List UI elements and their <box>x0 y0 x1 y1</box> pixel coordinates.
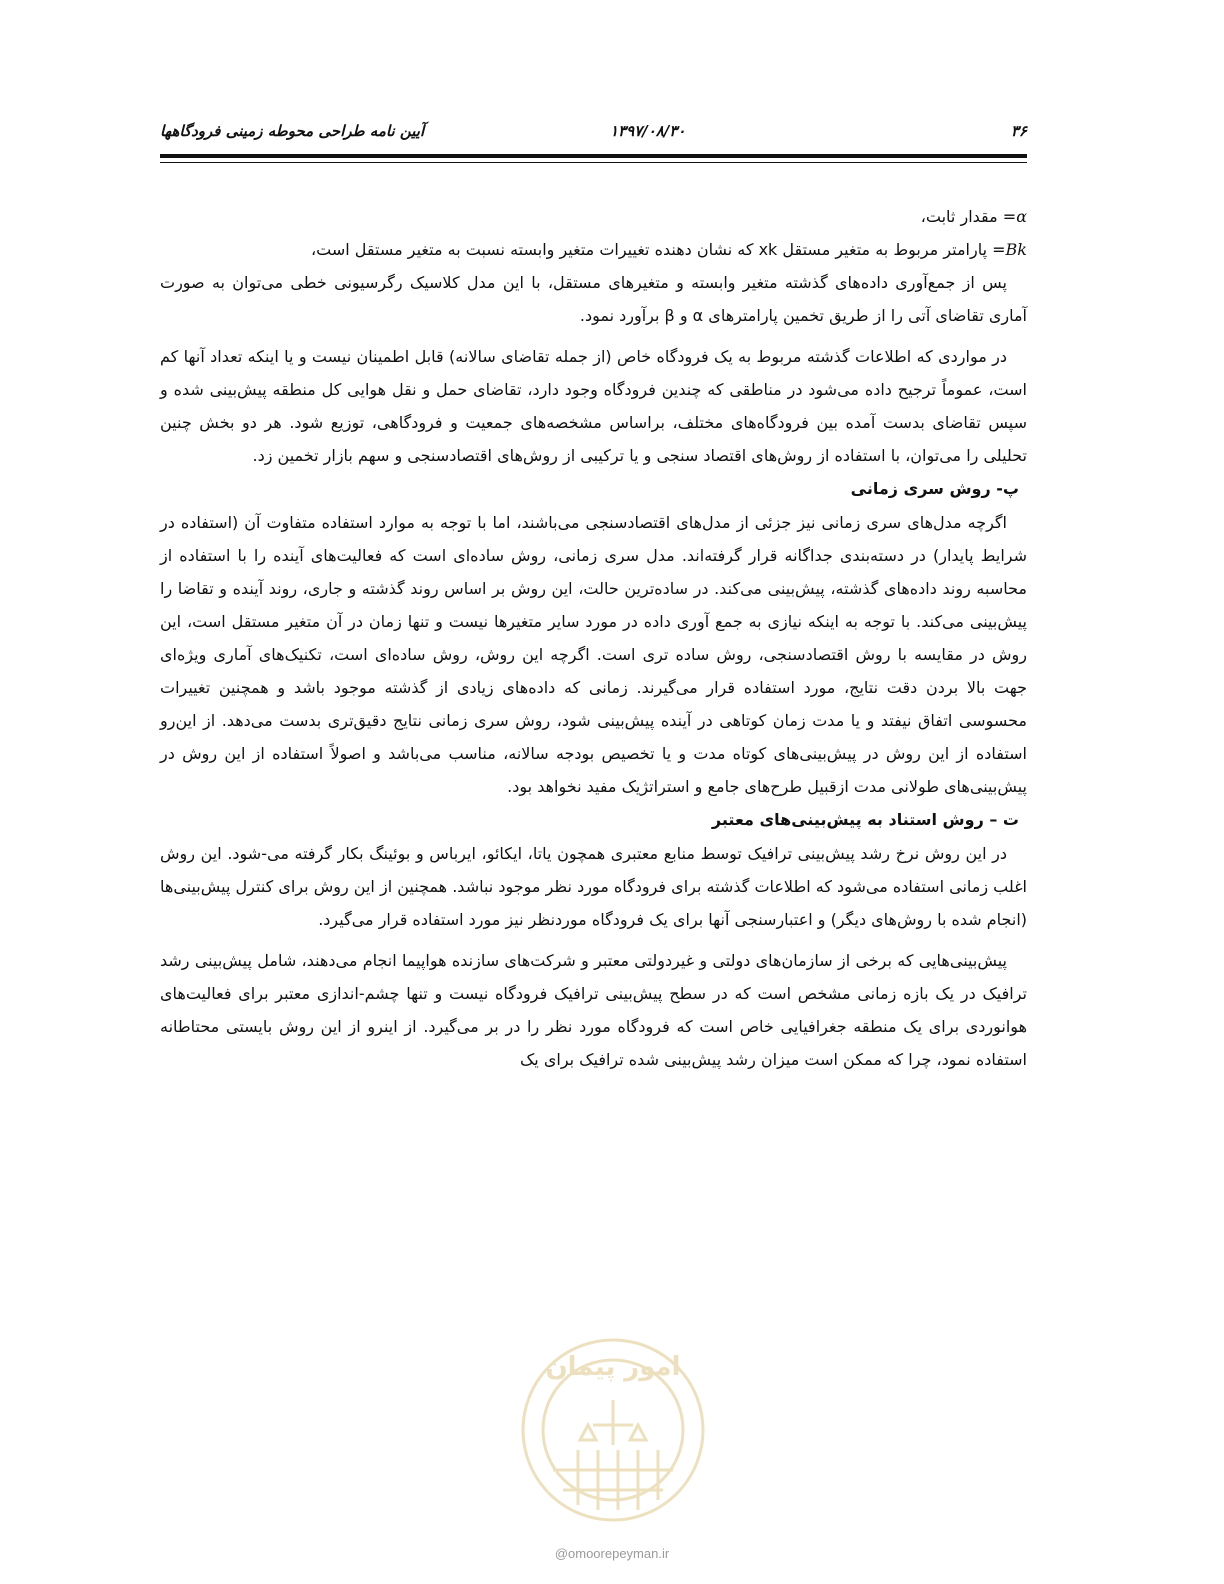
paragraph-regional-demand: در مواردی که اطلاعات گذشته مربوط به یک فرودگاه خاص (از جمله تقاضای سالانه) قابل اطمینان نیست و یا اینکه تعداد آنها کم است، عموماً ترجیح داده می‌شود در مناطقی که چندین فرودگاه وجود دارد، تقاضای حمل و نقل هوایی کل منطقه پیش‌بینی شده و سپس تقاضای بدست آمده بین فرودگاه‌های مختلف، براساس مشخصه‌های جمعیت و فرودگاهی، توزیع شود. هر دو بخش چنین تحلیلی را می‌توان، با استفاده از روش‌های اقتصاد سنجی و یا ترکیبی از روش‌های اقتصادسنجی و سهم بازار تخمین زد. <box>160 347 1027 465</box>
definition-text: = پارامتر مربوط به متغیر مستقل xk که نشان دهنده تغییرات متغیر وابسته نسبت به متغیر مستقل است، <box>310 240 1006 259</box>
paragraph-regression: پس از جمع‌آوری داده‌های گذشته متغیر وابسته و متغیرهای مستقل، با این مدل کلاسیک رگرسیونی خطی می‌توان به صورت آماری تقاضای آتی را از طریق تخمین پارامترهای α و β برآورد نمود. <box>160 273 1027 325</box>
paragraph-growth-rate: در این روش نرخ رشد پیش‌بینی ترافیک توسط منابع معتبری همچون یاتا، ایکائو، ایرباس و بوئینگ بکار گرفته می-شود. این روش اغلب زمانی استفاده می‌شود که اطلاعات گذشته برای فرودگاه مورد نظر موجود نباشد. همچنین از این روش برای کنترل پیش‌بینی‌ها (انجام شده با روش‌های دیگر) و اعتبارسنجی آنها برای یک فرودگاه موردنظر نیز مورد استفاده قرار می‌گیرد. <box>160 844 1027 929</box>
page-number: ۳۶ <box>1010 122 1027 140</box>
watermark-url: @omoorepeyman.ir <box>554 1546 670 1561</box>
definition-bk <box>160 233 1027 266</box>
section-heading-credible-forecasts: ت – روش استناد به پیش‌بینی‌های معتبر <box>711 810 1019 829</box>
svg-text:امور پیمان: امور پیمان <box>545 1352 681 1382</box>
header-rule-thick <box>160 154 1027 158</box>
section-heading-time-series: پ- روش سری زمانی <box>850 479 1019 498</box>
paragraph-forecast-organizations: پیش‌بینی‌هایی که برخی از سازمان‌های دولتی و غیردولتی معتبر و شرکت‌های سازنده هواپیما انجام می‌دهند، شامل پیش‌بینی رشد ترافیک در یک بازه زمانی مشخص است که در سطح پیش‌بینی ترافیک فرودگاه نیست و تنها چشم-اندازی معتبر برای فعالیت‌های هوانوردی برای یک منطقه جغرافیایی خاص است که فرودگاه مورد نظر را در بر می‌گیرد. از اینرو از این روش بایستی محتاطانه استفاده نمود، چرا که ممکن است میزان رشد پیش‌بینی شده ترافیک برای یک <box>160 951 1027 1069</box>
watermark-seal-logo <box>508 1330 718 1530</box>
definition-symbol: α <box>1016 207 1027 226</box>
definition-alpha <box>160 200 1027 233</box>
page-header <box>160 118 1027 146</box>
paragraph-time-series: اگرچه مدل‌های سری زمانی نیز جزئی از مدل‌های اقتصادسنجی می‌باشند، اما با توجه به موارد استفاده متفاوت آن (استفاده در شرایط پایدار) در دسته‌بندی جداگانه قرار گرفته‌اند. مدل سری زمانی، روش ساده‌ای است که فعالیت‌های آینده را با استفاده از محاسبه روند داده‌های گذشته، پیش‌بینی می‌کند. در ساده‌ترین حالت، این روش بر اساس روند گذشته و جاری، روند آینده و تقاضا را پیش‌بینی می‌کند. با توجه به اینکه نیازی به جمع آوری داده در مورد سایر متغیرها نیست و تنها زمان در آن متغیر مستقل است، این روش در مقایسه با روش اقتصادسنجی، روش ساده تری است. اگرچه این روش، روش ساده‌ای است، تکنیک‌های آماری ویژه‌ای جهت بالا بردن دقت نتایج، مورد استفاده قرار می‌گیرند. زمانی که داده‌های زیادی از گذشته موجود باشد و همچنین تغییرات محسوسی اتفاق نیفتد و یا مدت زمان کوتاهی در آینده پیش‌بینی شود، روش سری زمانی نتایج دقیق‌تری بدست می‌دهد. از این‌رو استفاده از این روش در پیش‌بینی‌های کوتاه مدت و یا تخصیص بودجه سالانه، مناسب می‌باشد و اصولاً استفاده از این روش در پیش‌بینی‌های طولانی مدت ازقبیل طرح‌های جامع و استراتژیک مفید نخواهد بود. <box>160 513 1027 796</box>
document-body <box>160 200 1027 1076</box>
header-title: آیین نامه طراحی محوطه زمینی فرودگاهها <box>160 122 425 140</box>
definition-symbol: Bk <box>1005 240 1027 259</box>
definition-text: = مقدار ثابت، <box>920 207 1017 226</box>
header-rule-thin <box>160 162 1027 163</box>
header-date: ۱۳۹۷/۰۸/۳۰ <box>610 122 686 140</box>
